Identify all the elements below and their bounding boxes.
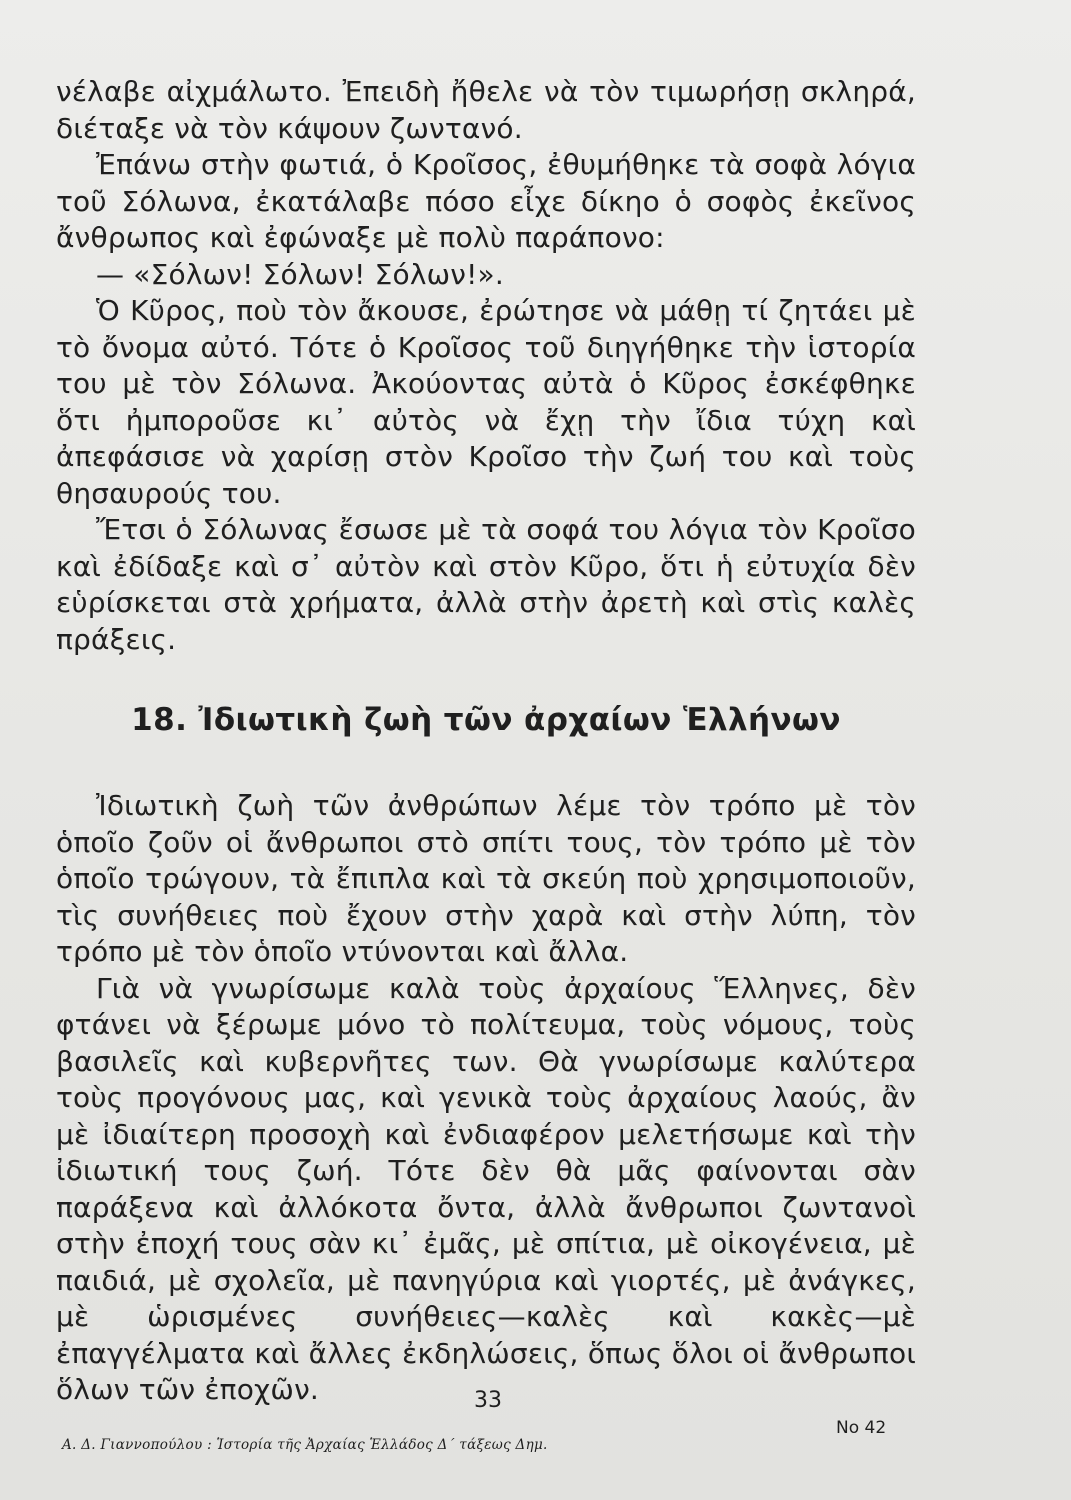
footer-citation: Α. Δ. Γιαννοπούλου : Ἱστορία τῆς Ἀρχαίας Ἑλλάδος Δ΄ τάξεως Δημ.	[62, 1437, 548, 1453]
section-heading: 18. Ἰδιωτικὴ ζωὴ τῶν ἀρχαίων Ἑλλήνων	[131, 702, 841, 738]
paragraph: Γιὰ νὰ γνωρίσωμε καλὰ τοὺς ἀρχαίους Ἕλληνες, δὲν φτάνει νὰ ξέρωμε μόνο τὸ πολίτευμα, τοὺς νόμους, τοὺς βασιλεῖς καὶ κυβερνῆτες των. Θὰ γνωρίσωμε καλύτερα τοὺς προγόνους μας, καὶ γενικὰ τοὺς ἀρχαίους λαούς, ἂν μὲ ἰδιαίτερη προσοχὴ καὶ ἐνδιαφέρον μελετήσωμε καὶ τὴν ἰδιωτική τους ζωή. Τότε δὲν θὰ μᾶς φαίνονται σὰν παράξενα καὶ ἀλλόκοτα ὄντα, ἀλλὰ ἄνθρωποι ζωντανοὶ στὴν ἐποχή τους σὰν κι᾿ ἐμᾶς, μὲ σπίτια, μὲ οἰκογένεια, μὲ παιδιά, μὲ σχολεῖα, μὲ πανηγύρια καὶ γιορτές, μὲ ἀνάγκες, μὲ ὡρισμένες συνήθειες—καλὲς καὶ κακὲς—μὲ ἐπαγγέλματα καὶ ἄλλες ἐκδηλώσεις, ὅπως ὅλοι οἱ ἄνθρωποι ὅλων τῶν ἐποχῶν.	[56, 971, 916, 1406]
print-number: No 42	[836, 1418, 887, 1438]
page-number: 33	[474, 1388, 502, 1413]
text-block-top	[56, 74, 916, 658]
paragraph: νέλαβε αἰχμάλωτο. Ἐπειδὴ ἤθελε νὰ τὸν τιμωρήσῃ σκληρά, διέταξε νὰ τὸν κάψουν ζωντανό.	[56, 75, 916, 145]
paragraph: Ἔτσι ὁ Σόλωνας ἔσωσε μὲ τὰ σοφά του λόγια τὸν Κροῖσο καὶ ἐδίδαξε καὶ σ᾿ αὐτὸν καὶ στὸν Κῦρο, ὅτι ἡ εὐτυχία δὲν εὑρίσκεται στὰ χρήματα, ἀλλὰ στὴν ἀρετὴ καὶ στὶς καλὲς πράξεις.	[56, 513, 916, 656]
paragraph: Ὁ Κῦρος, ποὺ τὸν ἄκουσε, ἐρώτησε νὰ μάθῃ τί ζητάει μὲ τὸ ὄνομα αὐτό. Τότε ὁ Κροῖσος τοῦ διηγήθηκε τὴν ἱστορία του μὲ τὸν Σόλωνα. Ἀκούοντας αὐτὰ ὁ Κῦρος ἐσκέφθηκε ὅτι ἠμποροῦσε κι᾿ αὐτὸς νὰ ἔχῃ τὴν ἴδια τύχη καὶ ἀπεφάσισε νὰ χαρίσῃ στὸν Κροῖσο τὴν ζωή του καὶ τοὺς θησαυρούς του.	[56, 294, 916, 510]
paragraph: Ἐπάνω στὴν φωτιά, ὁ Κροῖσος, ἐθυμήθηκε τὰ σοφὰ λόγια τοῦ Σόλωνα, ἐκατάλαβε πόσο εἶχε δίκηο ὁ σοφὸς ἐκεῖνος ἄνθρωπος καὶ ἐφώναξε μὲ πολὺ παράπονο:	[56, 148, 916, 254]
paragraph: Ἰδιωτικὴ ζωὴ τῶν ἀνθρώπων λέμε τὸν τρόπο μὲ τὸν ὁποῖο ζοῦν οἱ ἄνθρωποι στὸ σπίτι τους, τὸν τρόπο μὲ τὸν ὁποῖο τρώγουν, τὰ ἔπιπλα καὶ τὰ σκεύη ποὺ χρησιμοποιοῦν, τὶς συνήθειες ποὺ ἔχουν στὴν χαρὰ καὶ στὴν λύπη, τὸν τρόπο μὲ τὸν ὁποῖο ντύνονται καὶ ἄλλα.	[56, 789, 916, 968]
dialogue-line: — «Σόλων! Σόλων! Σόλων!».	[96, 257, 504, 291]
text-block-bottom	[56, 788, 916, 1409]
